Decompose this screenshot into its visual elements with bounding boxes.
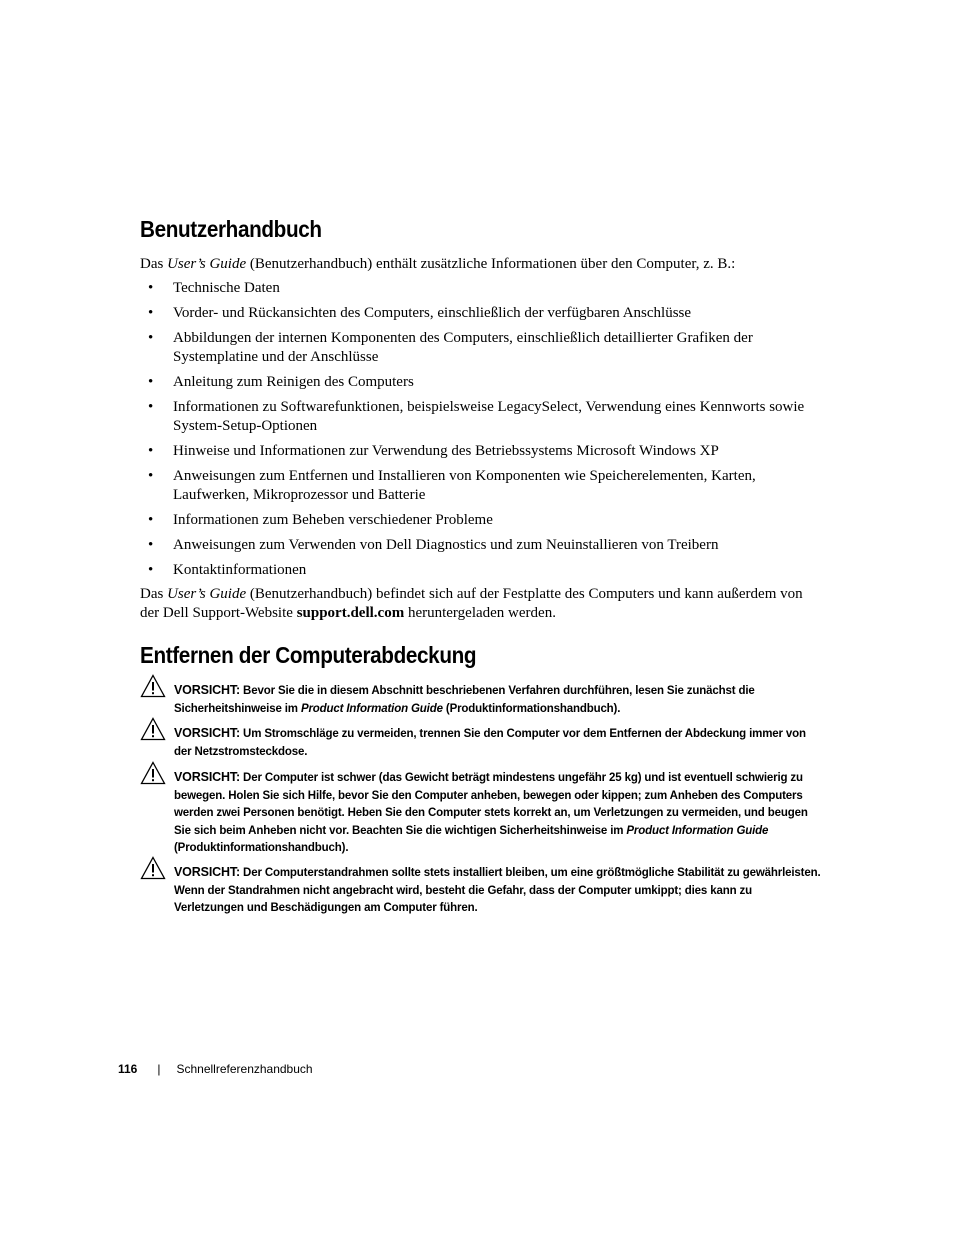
caution-post: (Produktinformationshandbuch). [442, 702, 621, 715]
bullet-icon: • [148, 280, 154, 296]
footer-separator: | [157, 1062, 161, 1076]
warning-triangle-icon [140, 674, 166, 698]
caution-pre: Bevor Sie die in diesem Abschnitt beschriebenen Verfahren durchführen, lesen Sie zunächst die Sicherheitshinweise im [174, 685, 755, 715]
bullet-icon: • [148, 330, 154, 346]
list-item-text: Abbildungen der internen Komponenten des Computers, einschließlich detaillierter Grafiken der Systemplatine und der Anschlüsse [173, 330, 753, 365]
caution-italic: Product Information Guide [626, 824, 769, 837]
list-item [140, 304, 820, 323]
outro-italic: User’s Guide [167, 586, 247, 602]
page-number: 116 [118, 1062, 138, 1076]
list-item [140, 511, 820, 530]
list-item [140, 467, 820, 505]
page-footer [118, 1062, 313, 1076]
bullet-icon: • [148, 443, 154, 459]
list-item-text: Anleitung zum Reinigen des Computers [173, 374, 414, 390]
bullet-icon: • [148, 537, 154, 553]
list-item-text: Vorder- und Rückansichten des Computers, einschließlich der verfügbaren Anschlüsse [173, 305, 692, 321]
footer-title: Schnellreferenzhandbuch [176, 1062, 313, 1076]
list-item-text: Technische Daten [173, 280, 280, 296]
caution-note [140, 769, 830, 858]
intro-pre: Das [140, 256, 168, 272]
caution-post: (Produktinformationshandbuch). [174, 842, 349, 854]
caution-label: VORSICHT: [174, 770, 241, 784]
caution-note [140, 864, 830, 918]
list-item-text: Kontaktinformationen [173, 562, 307, 578]
caution-text [174, 725, 824, 761]
warning-triangle-icon [140, 761, 166, 785]
caution-pre: Der Computerstandrahmen sollte stets installiert bleiben, um eine größtmögliche Stabilität zu gewährleisten. Wenn der Standrahmen nicht angebracht wird, besteht die Gefahr, dass der Computer umkippt; dies kann zu Verletzungen und Beschädigungen am Computer führen. [174, 867, 821, 914]
feature-list [140, 279, 820, 586]
list-item [140, 442, 820, 461]
list-item-text: Anweisungen zum Verwenden von Dell Diagnostics und zum Neuinstallieren von Treibern [173, 537, 719, 553]
bullet-icon: • [148, 512, 154, 528]
caution-pre: Um Stromschläge zu vermeiden, trennen Sie den Computer vor dem Entfernen der Abdeckung immer von der Netzstromsteckdose. [174, 728, 806, 758]
bullet-icon: • [148, 374, 154, 390]
caution-note [140, 725, 830, 761]
caution-pre: Der Computer ist schwer (das Gewicht beträgt mindestens ungefähr 25 kg) und ist eventuell schwierig zu bewegen. Holen Sie sich Hilfe, bevor Sie den Computer anheben, bewegen oder kippen; zum Anheben des Computers werden zwei Personen benötigt. Heben Sie den Computer stets korrekt an, um Verletzungen zu vermeiden, und beugen Sie sich beim Anheben nicht vor. Beachten Sie die wichtigen Sicherheitshinweise im [174, 772, 808, 837]
warning-triangle-icon [140, 717, 166, 741]
section-heading-computerabdeckung: Entfernen der Computerabdeckung [140, 642, 477, 668]
list-item-text: Anweisungen zum Entfernen und Installieren von Komponenten wie Speicherelementen, Karten, Laufwerken, Mikroprozessor und Batterie [173, 468, 756, 503]
section-heading-benutzerhandbuch: Benutzerhandbuch [140, 216, 322, 242]
outro-mid: (Benutzerhandbuch) befindet sich auf der Festplatte des Computers und kann außerdem von der Dell Support-Website [140, 586, 803, 621]
caution-label: VORSICHT: [174, 726, 241, 740]
caution-text [174, 769, 824, 858]
list-item [140, 536, 820, 555]
bullet-icon: • [148, 468, 154, 484]
list-item-text: Informationen zum Beheben verschiedener Probleme [173, 512, 493, 528]
caution-text [174, 864, 824, 918]
outro-paragraph [140, 585, 820, 623]
caution-note [140, 682, 830, 718]
caution-label: VORSICHT: [174, 683, 241, 697]
list-item [140, 279, 820, 298]
list-item-text: Hinweise und Informationen zur Verwendung des Betriebssystems Microsoft Windows XP [173, 443, 719, 459]
list-item [140, 373, 820, 392]
list-item [140, 561, 820, 580]
bullet-icon: • [148, 305, 154, 321]
support-link[interactable]: support.dell.com [296, 605, 405, 621]
list-item [140, 398, 820, 436]
list-item [140, 329, 820, 367]
warning-triangle-icon [140, 856, 166, 880]
intro-post: (Benutzerhandbuch) enthält zusätzliche Informationen über den Computer, z. B.: [246, 256, 736, 272]
bullet-icon: • [148, 562, 154, 578]
outro-post: heruntergeladen werden. [404, 605, 556, 621]
caution-italic: Product Information Guide [300, 702, 443, 715]
intro-paragraph [140, 255, 820, 274]
intro-italic: User’s Guide [167, 256, 247, 272]
caution-text [174, 682, 824, 718]
caution-label: VORSICHT: [174, 865, 241, 879]
bullet-icon: • [148, 399, 154, 415]
outro-pre: Das [140, 586, 168, 602]
list-item-text: Informationen zu Softwarefunktionen, beispielsweise LegacySelect, Verwendung eines Kennworts sowie System-Setup-Optionen [173, 399, 805, 434]
